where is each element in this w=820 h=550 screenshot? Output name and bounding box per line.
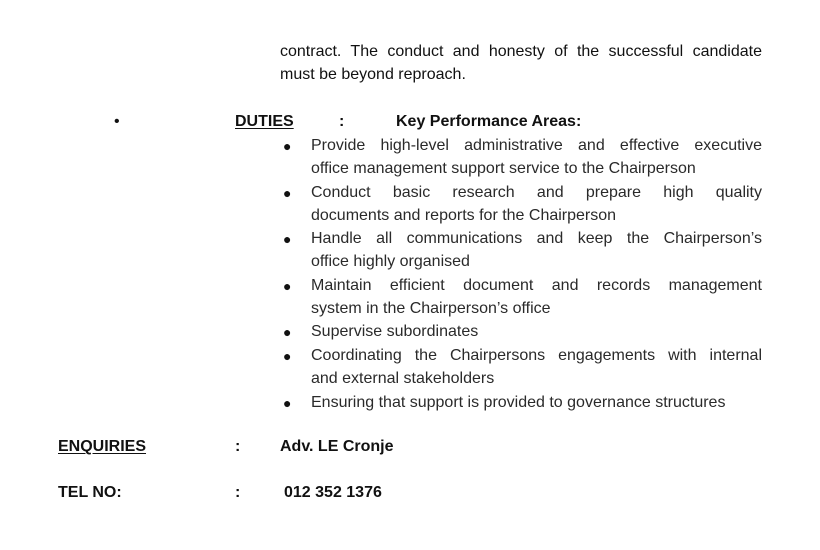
list-bullet: ● bbox=[283, 278, 292, 294]
list-item-line: office highly organised bbox=[311, 253, 470, 270]
intro-line-2: must be beyond reproach. bbox=[280, 66, 466, 83]
list-item-line: documents and reports for the Chairperson bbox=[311, 207, 617, 224]
tel-colon: : bbox=[235, 484, 241, 501]
list-item-line: office management support service to the Chairperson bbox=[311, 160, 696, 177]
list-item-line: Handle all communications and keep the Chairperson’s bbox=[311, 230, 762, 247]
intro-line-1: contract. The conduct and honesty of the successful candidate bbox=[280, 43, 762, 60]
tel-value: 012 352 1376 bbox=[284, 484, 382, 501]
list-bullet: ● bbox=[283, 348, 292, 364]
list-item-line: Provide high-level administrative and effective executive bbox=[311, 137, 762, 154]
enquiries-label: ENQUIRIES bbox=[58, 438, 147, 455]
duties-colon: : bbox=[339, 113, 345, 130]
list-bullet: ● bbox=[283, 185, 292, 201]
list-item-line: Conduct basic research and prepare high quality bbox=[311, 184, 762, 201]
list-item bbox=[311, 227, 762, 273]
list-item bbox=[311, 181, 762, 227]
list-item bbox=[311, 274, 762, 320]
list-item bbox=[311, 391, 762, 414]
duties-label: DUTIES bbox=[235, 113, 294, 130]
tel-label: TEL NO: bbox=[58, 484, 122, 501]
list-item-line: Supervise subordinates bbox=[311, 323, 479, 340]
list-item-line: Coordinating the Chairpersons engagements with internal bbox=[311, 347, 762, 364]
list-bullet: ● bbox=[283, 324, 292, 340]
list-item bbox=[311, 320, 762, 343]
list-item-line: and external stakeholders bbox=[311, 370, 495, 387]
enquiries-colon: : bbox=[235, 438, 241, 455]
duties-heading: Key Performance Areas: bbox=[396, 113, 582, 130]
list-item bbox=[311, 344, 762, 390]
section-bullet: • bbox=[114, 113, 120, 130]
list-bullet: ● bbox=[283, 231, 292, 247]
list-bullet: ● bbox=[283, 138, 292, 154]
list-item-line: Maintain efficient document and records management bbox=[311, 277, 762, 294]
list-item bbox=[311, 134, 762, 180]
list-item-line: Ensuring that support is provided to governance structures bbox=[311, 394, 726, 411]
enquiries-value: Adv. LE Cronje bbox=[280, 438, 394, 455]
list-item-line: system in the Chairperson’s office bbox=[311, 300, 551, 317]
list-bullet: ● bbox=[283, 395, 292, 411]
